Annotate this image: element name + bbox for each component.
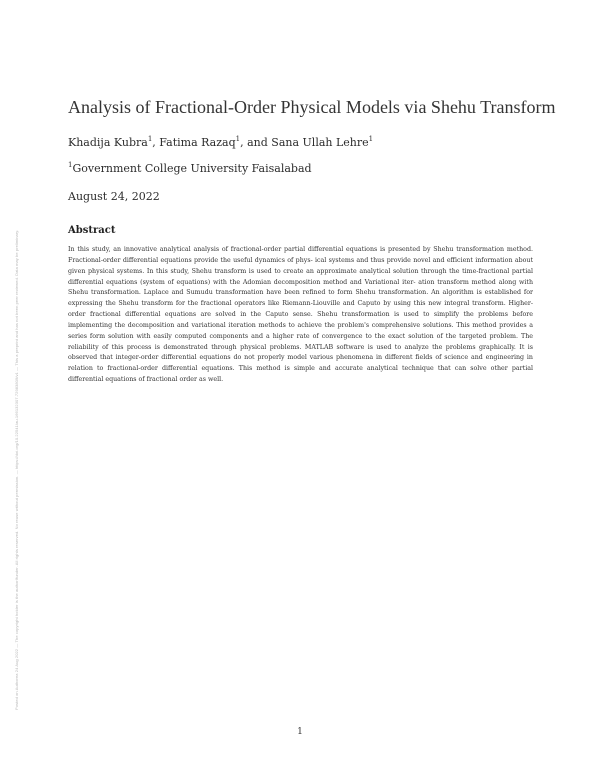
affiliation <box>68 162 533 176</box>
affiliation-mark: 1 <box>368 135 374 143</box>
page-number: 1 <box>297 727 303 737</box>
author-name: Fatima Razaq <box>159 136 236 149</box>
abstract-text: In this study, an innovative analytical analysis of fractional-order partial differential equations is presented by Shehu transformation method. Fractional-order differential equations provide the useful dynamics of phys- ical systems and thus provide novel and efficient information about given physical systems. In this study, Shehu transform is used to create an approximate analytical solution through the time-fractional partial differential equations (system of equations) with the Adomian decomposition method and Variational iter- ation transform method along with Shehu transformation. Laplace and Sumudu transformation have been refined to form Shehu transformation. An algorithm is established for expressing the Shehu transform for the fractional operators like Riemann-Liouville and Caputo by using this new integral transform. Higher-order fractional differential equations are solved in the Caputo sense. Shehu transformation is used to simplify the problems before implementing the decomposition and variational iteration methods to achieve the problem's comprehensive solutions. This method provides a series form solution with easily computed components and a higher rate of convergence to the exact solution of the targeted problem. The reliability of this process is demonstrated through physical problems. MATLAB software is used to analyze the problems graphically. It is observed that integer-order differential equations do not properly model various phenomena in different fields of science and engineering in relation to fractional-order differential equations. This method is simple and accurate analytical technique that can solve other partial differential equations of fractional order as well. <box>68 246 533 384</box>
author-name: Khadija Kubra <box>68 136 148 149</box>
author-separator: , <box>152 136 160 149</box>
paper-first-page <box>68 95 556 392</box>
publication-date: August 24, 2022 <box>68 190 160 203</box>
author-separator: , and <box>240 136 272 149</box>
affiliation-mark: 1 <box>147 135 153 143</box>
abstract-heading: Abstract <box>68 225 116 236</box>
preprint-notice-text: Posted on Authorea 24 Aug 2022 — The copyright holder is the author/funder. All rights reserved. No reuse without permission. — https://doi.org/10.22541/au.166132307.72983809/v1 — This a preprint and has not been peer reviewed. Data may be preliminary. <box>14 229 19 710</box>
affiliation-mark: 1 <box>235 135 241 143</box>
author-name: Sana Ullah Lehre <box>271 136 369 149</box>
affiliation-name: Government College University Faisalabad <box>72 162 312 175</box>
author-list <box>68 136 533 150</box>
affiliation-mark: 1 <box>68 161 73 169</box>
side-margin-notice <box>14 60 24 710</box>
paper-title: Analysis of Fractional-Order Physical Models via Shehu Transform <box>68 97 556 117</box>
